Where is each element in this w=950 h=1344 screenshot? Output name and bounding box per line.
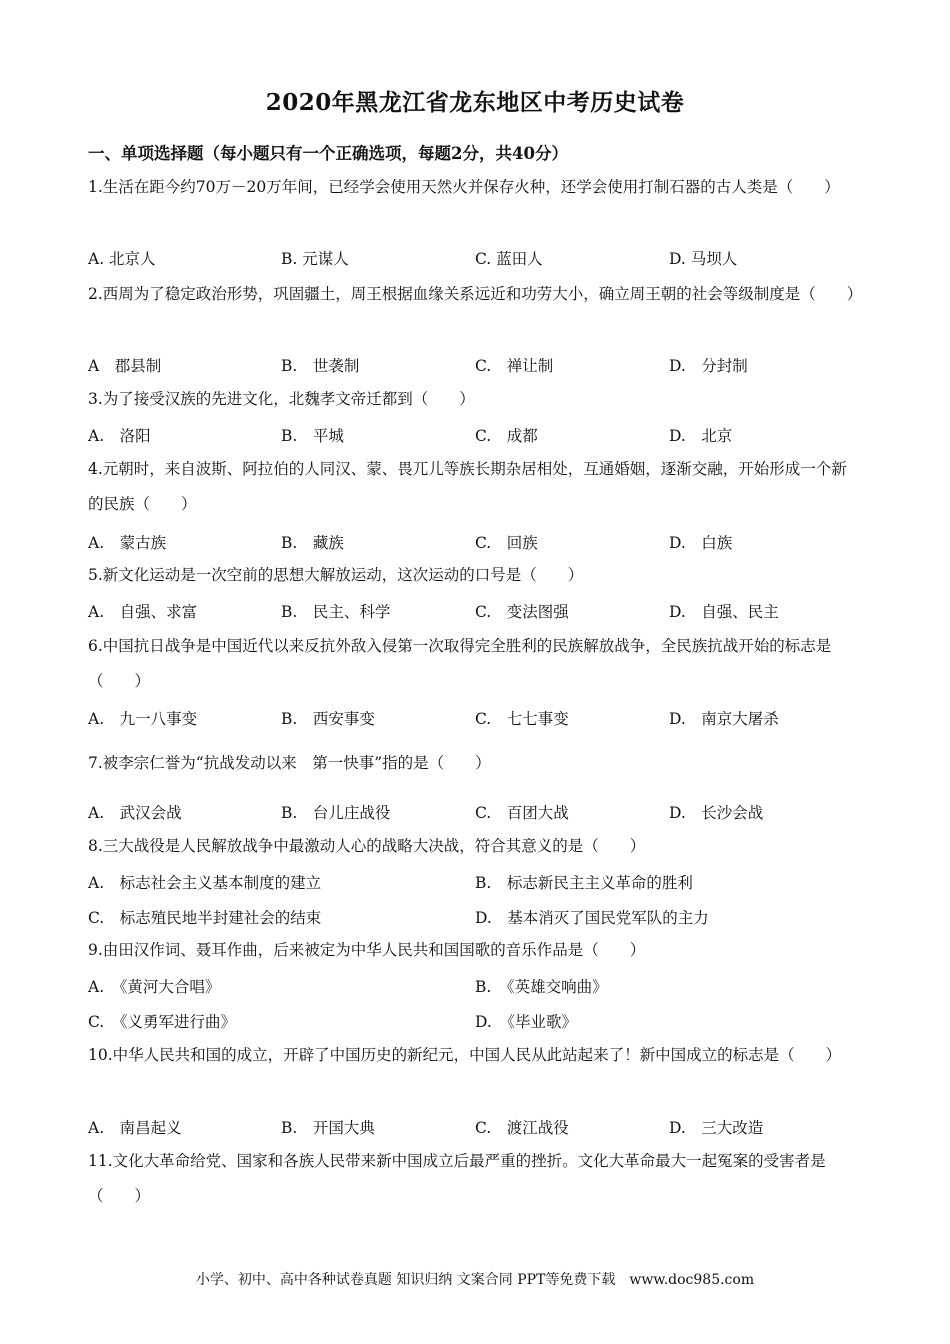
option-a: A. 北京人: [88, 250, 156, 268]
question-6-options: [88, 707, 868, 731]
question-7-options: [88, 801, 868, 825]
option-a: A. 自强、求富: [88, 603, 198, 621]
option-a: A. 标志社会主义基本制度的建立: [88, 874, 322, 892]
option-c: C. 回族: [475, 534, 538, 552]
question-8-options-row1: [88, 871, 868, 895]
question-2: 2.西周为了稳定政治形势，巩固疆土，周王根据血缘关系远近和功劳大小，确立周王朝的社会等级制度是（ ）: [88, 285, 863, 303]
question-2-options: [88, 354, 868, 378]
option-b: B. 世袭制: [281, 357, 360, 375]
option-d: D. 《毕业歌》: [475, 1013, 578, 1031]
option-a: A. 九一八事变: [88, 710, 198, 728]
option-a: A. 洛阳: [88, 427, 151, 445]
option-d: D. 基本消灭了国民党军队的主力: [475, 909, 709, 927]
option-c: C. 百团大战: [475, 804, 569, 822]
option-c: C. 蓝田人: [475, 250, 543, 268]
question-11: 11.文化大革命给党、国家和各族人民带来新中国成立后最严重的挫折。文化大革命最大一起冤案的受害者是（ ）: [88, 1152, 826, 1205]
question-5: 5.新文化运动是一次空前的思想大解放运动，这次运动的口号是（ ）: [88, 566, 584, 584]
question-8-options-row2: [88, 906, 868, 930]
option-d: D. 马坝人: [669, 250, 738, 268]
option-b: B. 《英雄交响曲》: [475, 978, 608, 996]
option-a: A. 蒙古族: [88, 534, 167, 552]
section-heading: 一、单项选择题（每小题只有一个正确选项，每题2分，共40分）: [88, 144, 568, 163]
option-d: D. 南京大屠杀: [669, 710, 779, 728]
option-b: B. 开国大典: [281, 1119, 375, 1137]
question-4: 4.元朝时，来自波斯、阿拉伯的人同汉、蒙、畏兀儿等族长期杂居相处，互通婚姻，逐渐交融，开始形成一个新的民族（ ）: [88, 460, 847, 513]
page-title: 2020年黑龙江省龙东地区中考历史试卷: [265, 89, 685, 116]
option-c: C. 七七事变: [475, 710, 569, 728]
option-b: B. 元谋人: [281, 250, 349, 268]
page-footer: 小学、初中、高中各种试卷真题 知识归纳 文案合同 PPT等免费下载 www.doc985.com: [195, 1272, 755, 1288]
option-b: B. 台儿庄战役: [281, 804, 391, 822]
option-d: D. 北京: [669, 427, 733, 445]
option-c: C. 标志殖民地半封建社会的结束: [88, 909, 322, 927]
question-9-options-row2: [88, 1010, 868, 1034]
option-d: D. 分封制: [669, 357, 748, 375]
option-c: C. 成都: [475, 427, 538, 445]
question-3-options: [88, 424, 868, 448]
option-b: B. 平城: [281, 427, 344, 445]
option-b: B. 西安事变: [281, 710, 375, 728]
option-a: A. 《黄河大合唱》: [88, 978, 221, 996]
question-1-options: [88, 247, 868, 271]
question-5-options: [88, 600, 868, 624]
question-1: 1.生活在距今约70万－20万年间，已经学会使用天然火并保存火种，还学会使用打制石器的古人类是（ ）: [88, 178, 840, 196]
option-a: A. 南昌起义: [88, 1119, 182, 1137]
option-d: D. 长沙会战: [669, 804, 764, 822]
option-b: B. 标志新民主主义革命的胜利: [475, 874, 693, 892]
option-c: C. 禅让制: [475, 357, 554, 375]
option-d: D. 自强、民主: [669, 603, 779, 621]
option-c: C. 变法图强: [475, 603, 569, 621]
option-a: A 郡县制: [88, 357, 162, 375]
question-7: 7.被李宗仁誉为“抗战发动以来 第一快事”指的是（ ）: [88, 754, 491, 772]
question-8: 8.三大战役是人民解放战争中最激动人心的战略大决战，符合其意义的是（ ）: [88, 837, 646, 855]
question-4-options: [88, 531, 868, 555]
option-a: A. 武汉会战: [88, 804, 182, 822]
option-c: C. 渡江战役: [475, 1119, 569, 1137]
question-3: 3.为了接受汉族的先进文化，北魏孝文帝迁都到（ ）: [88, 390, 475, 408]
option-b: B. 藏族: [281, 534, 344, 552]
option-c: C. 《义勇军进行曲》: [88, 1013, 236, 1031]
option-b: B. 民主、科学: [281, 603, 391, 621]
question-6: 6.中国抗日战争是中国近代以来反抗外敌入侵第一次取得完全胜利的民族解放战争，全民族抗战开始的标志是（ ）: [88, 637, 832, 690]
question-9: 9.由田汉作词、聂耳作曲，后来被定为中华人民共和国国歌的音乐作品是（ ）: [88, 941, 646, 959]
question-10-options: [88, 1116, 868, 1140]
question-9-options-row1: [88, 975, 868, 999]
option-d: D. 三大改造: [669, 1119, 764, 1137]
option-d: D. 白族: [669, 534, 733, 552]
question-10: 10.中华人民共和国的成立，开辟了中国历史的新纪元，中国人民从此站起来了！新中国成立的标志是（ ）: [88, 1046, 842, 1064]
